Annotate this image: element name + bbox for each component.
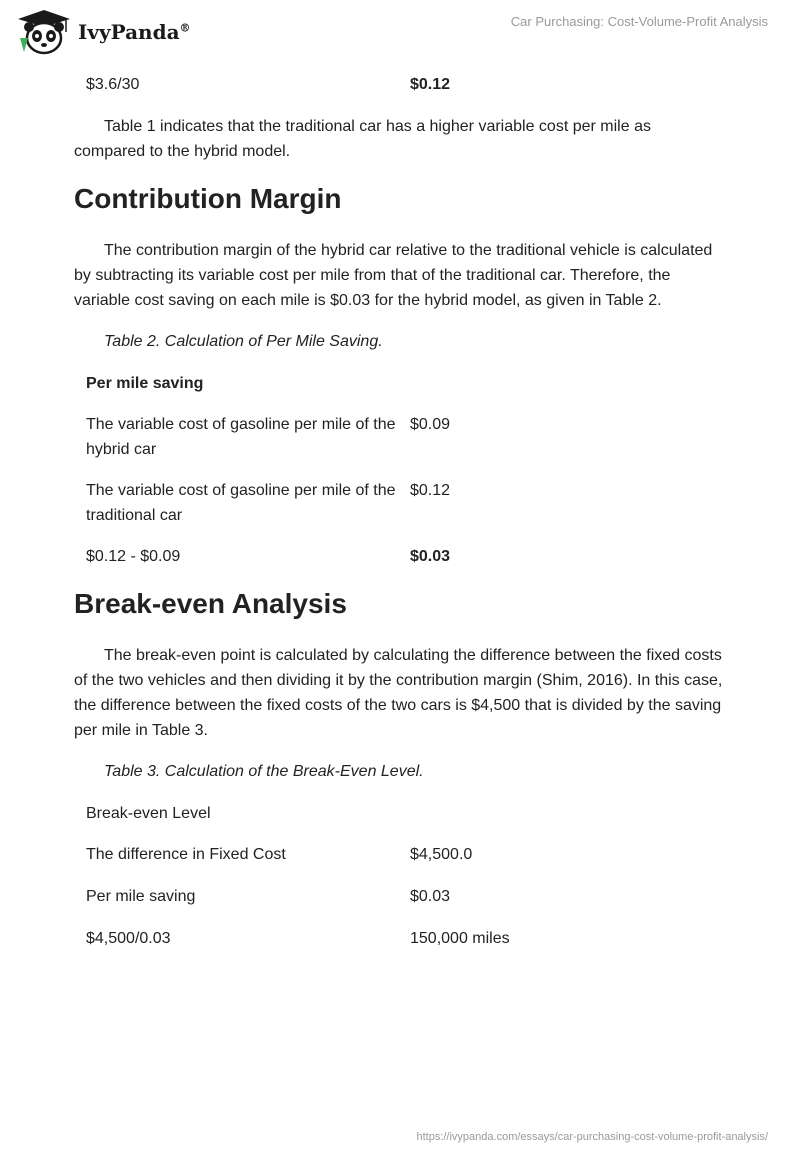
table3-caption: Table 3. Calculation of the Break-Even Level. (104, 763, 424, 780)
table3-header (74, 801, 724, 826)
table-header-cell: Per mile saving (86, 375, 204, 392)
table-row (74, 926, 724, 951)
page-header (0, 0, 800, 70)
brand-name[interactable]: IvyPanda® (78, 20, 191, 44)
table-header-cell: Break-even Level (86, 805, 211, 822)
table2-caption: Table 2. Calculation of Per Mile Saving. (104, 333, 383, 350)
table-cell-value: 150,000 miles (410, 930, 510, 947)
table-cell-value: $0.12 (410, 76, 451, 93)
paragraph-contribution-margin: The contribution margin of the hybrid car relative to the traditional vehicle is calculated by subtracting its variable cost per mile from that of the traditional car. Therefore, the variable cost saving on each mile is $0.03 for the hybrid model, as given in Table 2. (74, 242, 713, 309)
panda-logo-icon[interactable] (14, 8, 74, 56)
table-cell-label: $3.6/30 (86, 76, 140, 93)
table-cell-label: The variable cost of gasoline per mile of the hybrid car (86, 416, 396, 458)
heading-contribution-margin: Contribution Margin (74, 183, 342, 214)
table-cell-value: $0.09 (410, 416, 451, 433)
table-cell-value: $0.03 (410, 548, 451, 565)
paragraph-break-even: The break-even point is calculated by calculating the difference between the fixed costs of the two vehicles and then dividing it by the contribution margin (Shim, 2016). In this case, the difference between the fixed costs of the two cars is $4,500 that is divided by the saving per mile in Table 3. (74, 647, 723, 739)
table-cell-label: $0.12 - $0.09 (86, 548, 181, 565)
table1-last-row (74, 72, 724, 97)
table-row (74, 412, 724, 462)
table-row (74, 544, 724, 569)
footer-url[interactable]: https://ivypanda.com/essays/car-purchasing-cost-volume-profit-analysis/ (416, 1131, 768, 1143)
table-row (74, 478, 724, 528)
table-cell-label: Per mile saving (86, 888, 196, 905)
table-cell-value: $0.03 (410, 888, 451, 905)
table-cell-label: $4,500/0.03 (86, 930, 171, 947)
table-cell-label: The variable cost of gasoline per mile of the traditional car (86, 482, 396, 524)
table-cell-value: $4,500.0 (410, 846, 473, 863)
table-row (74, 842, 724, 867)
table-cell-label: The difference in Fixed Cost (86, 846, 286, 863)
table-row (74, 884, 724, 909)
table2-header (74, 371, 724, 396)
heading-break-even-analysis: Break-even Analysis (74, 588, 347, 619)
essay-content (74, 70, 724, 951)
document-title: Car Purchasing: Cost-Volume-Profit Analysis (510, 14, 768, 29)
paragraph-table1-summary: Table 1 indicates that the traditional car has a higher variable cost per mile as compared to the hybrid model. (74, 118, 651, 160)
table-cell-value: $0.12 (410, 482, 451, 499)
